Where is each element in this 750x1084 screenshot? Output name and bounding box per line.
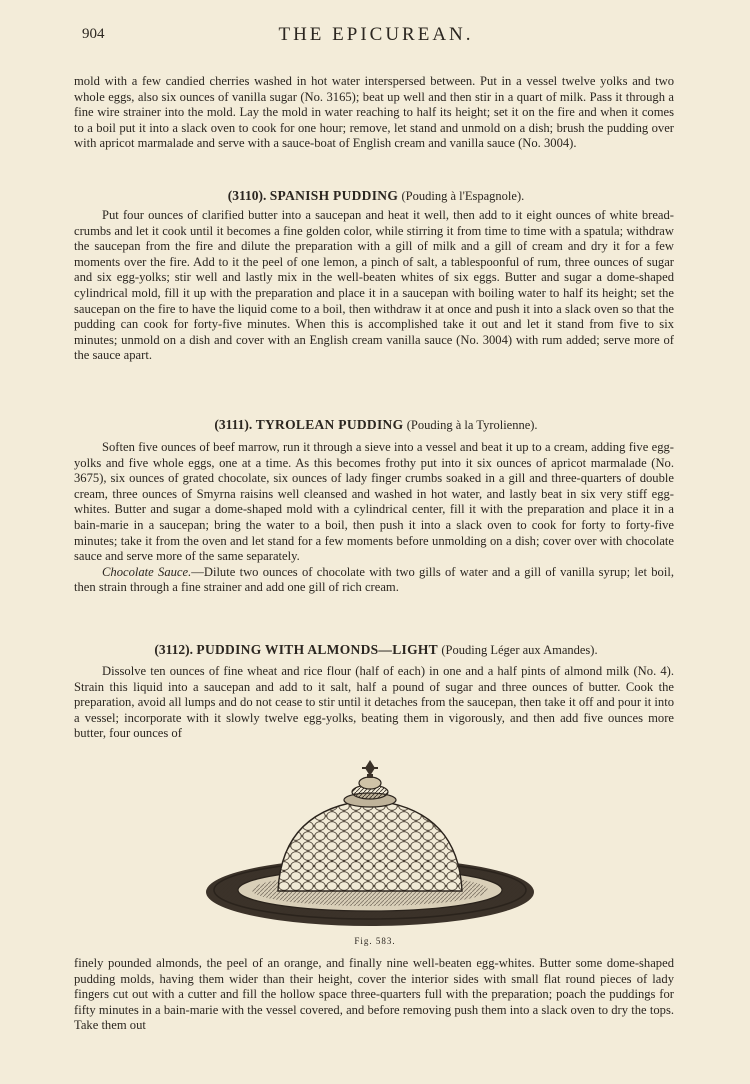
sauce-paragraph xyxy=(74,565,674,596)
continuation-text xyxy=(74,74,674,152)
pudding-illustration xyxy=(200,756,540,936)
final-text xyxy=(74,956,674,1034)
recipe-title: TYROLEAN PUDDING xyxy=(255,417,404,432)
almond-pudding-body xyxy=(74,664,674,742)
heading-spanish-pudding xyxy=(74,188,678,204)
recipe-number: (3112). xyxy=(154,642,194,657)
running-title: THE EPICUREAN. xyxy=(278,24,474,45)
sauce-text: —Dilute two ounces of chocolate with two gills of water and a gill of vanilla syrup; let boil, then strain through a fine strainer and add one gill of rich cream. xyxy=(74,564,674,595)
recipe-french-title: (Pouding Léger aux Amandes). xyxy=(441,643,598,657)
recipe-number: (3110). xyxy=(227,188,267,203)
recipe-paragraph: Dissolve ten ounces of fine wheat and rice flour (half of each) in one and a half pints of almond milk (No. 4). Strain this liquid into a saucepan and add to it salt, half a pound of sugar and three ounces of butter. Cook the preparation, avoid all lumps and do not cease to stir until it detaches from the saucepan, then take it off and pour it into a vessel; incorporate with it slowly twelve egg-yolks, beating them in vigorously, and then add five ounces more butter, four ounces of xyxy=(74,664,674,741)
recipe-title: PUDDING WITH ALMONDS—LIGHT xyxy=(196,642,438,657)
recipe-paragraph: Put four ounces of clarified butter into a saucepan and heat it well, then add to it eight ounces of white bread-crumbs and let it cook until it becomes a fine golden color, while stirring it from time to time with a spatula; withdraw the saucepan from the fire and dilute the preparation with a gill of milk and a gill of cream and dry it for a few moments over the fire. Add to it the peel of one lemon, a pinch of salt, a tablespoonful of rum, three ounces of sugar and six egg-yolks; stir well and lastly mix in the well-beaten whites of six eggs. Butter and sugar a dome-shaped cylindrical mold, fill it up with the preparation and place it in a saucepan with boiling water to half its height; set the saucepan on the fire to have the liquid come to a boil, then withdraw it at once and push it into a slack oven so that the pudding can cook for forty-five minutes. When this is accomplished take it out and let it stand from five to six minutes; unmold on a dish and cover with an English cream vanilla sauce (No. 3004) with rum added; serve more of the sauce apart. xyxy=(74,208,674,363)
spanish-pudding-body xyxy=(74,208,674,364)
pudding-engraving xyxy=(200,756,540,936)
page-header xyxy=(74,22,678,48)
recipe-number: (3111). xyxy=(214,417,253,432)
final-paragraph: finely pounded almonds, the peel of an orange, and finally nine well-beaten egg-whites. Butter some dome-shaped pudding molds, having them wider than their height, cover the interior sides with small flat round pieces of lady fingers cut out with a cutter and fill the hollow space three-quarters full with the preparation; poach the puddings for fifty minutes in a bain-marie with the vessel covered, and before removing push them into a slack oven to dry the tops. Take them out xyxy=(74,956,674,1033)
heading-tyrolean-pudding xyxy=(74,417,678,433)
page-number: 904 xyxy=(82,26,105,42)
recipe-french-title: (Pouding à l'Espagnole). xyxy=(401,189,525,203)
recipe-title: SPANISH PUDDING xyxy=(269,188,399,203)
sauce-label: Chocolate Sauce. xyxy=(102,564,192,579)
heading-almond-pudding xyxy=(74,642,678,658)
figure-caption: Fig. 583. xyxy=(354,936,396,946)
continuation-paragraph: mold with a few candied cherries washed in hot water interspersed between. Put in a vessel twelve yolks and two whole eggs, also six ounces of vanilla sugar (No. 3165); beat up well and then stir in a quart of milk. Pass it through a fine wire strainer into the mold. Lay the mold in water reaching to half its height; set it on the fire and when it comes to a boil put it into a slack oven to cook for one hour; remove, let stand and unmold on a dish; brush the pudding over with apricot marmalade and serve with a sauce-boat of English cream and vanilla sauce (No. 3004). xyxy=(74,74,674,151)
recipe-french-title: (Pouding à la Tyrolienne). xyxy=(406,418,538,432)
tyrolean-pudding-body xyxy=(74,440,674,596)
recipe-paragraph: Soften five ounces of beef marrow, run it through a sieve into a vessel and beat it up to a cream, adding five egg-yolks and five whole eggs, one at a time. As this becomes frothy put into it six ounces of apricot marmalade (No. 3675), six ounces of grated chocolate, six ounces of lady finger crumbs soaked in a gill and three-quarters of double cream, three ounces of Smyrna raisins well cleansed and washed in hot water, and lastly beat in six very stiff egg-whites. Butter and sugar a dome-shaped mold with a cylindrical center, fill it with the preparation and place it in a bain-marie in a saucepan; bring the water to a boil, then push it into a slack oven to cook for forty to forty-five minutes; take it from the oven and let stand for a few moments before unmolding on a dish; cover over with chocolate sauce and serve more of the same separately. xyxy=(74,440,674,564)
